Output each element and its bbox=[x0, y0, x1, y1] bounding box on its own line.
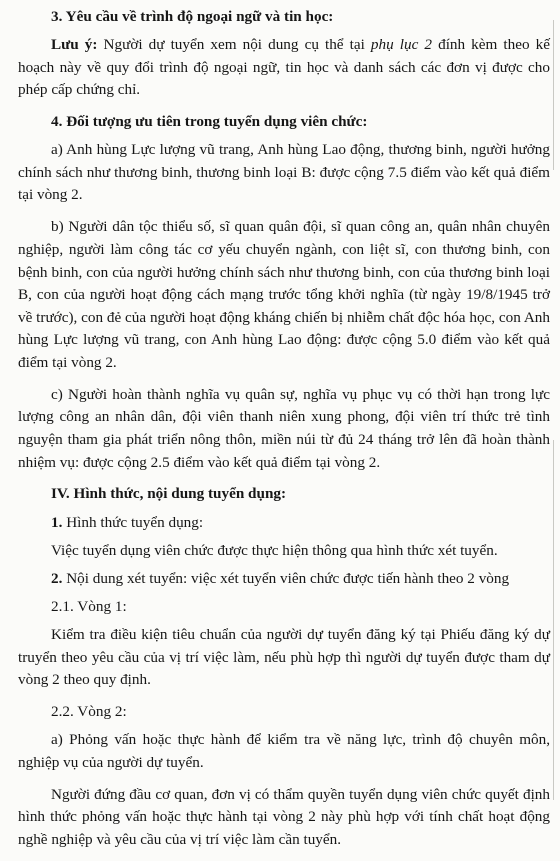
document-page bbox=[18, 6, 550, 861]
round-2-title: 2.2. Vòng 2: bbox=[51, 703, 127, 721]
section-3-heading: 3. Yêu cầu về trình độ ngoại ngữ và tin học: bbox=[51, 8, 334, 25]
note-appendix-ref: phụ lục 2 bbox=[370, 36, 433, 54]
scan-edge-mark-top bbox=[553, 20, 554, 170]
section-IV-heading: IV. Hình thức, nội dung tuyển dụng: bbox=[51, 485, 287, 503]
round-1-title: 2.1. Vòng 1: bbox=[51, 597, 127, 615]
note-label: Lưu ý: bbox=[51, 36, 98, 54]
round-1-body: Kiểm tra điều kiện tiêu chuẩn của người dự tuyển đăng ký tại Phiếu đăng ký dự truyển theo yêu cầu của vị trí việc làm, nếu phù hợp thì người dự tuyển được tham dự vòng 2 theo quy định. bbox=[18, 625, 550, 689]
recruitment-form-heading bbox=[18, 512, 550, 535]
recruitment-content-title: Nội dung xét tuyển: việc xét tuyển viên chức được tiến hành theo 2 vòng bbox=[62, 569, 510, 587]
recruitment-form-title: Hình thức tuyển dụng: bbox=[62, 513, 204, 531]
scan-edge-mark-bottom bbox=[553, 440, 554, 800]
recruitment-form-body: Việc tuyển dụng viên chức được thực hiện thông qua hình thức xét tuyển. bbox=[51, 541, 498, 559]
recruitment-content-heading bbox=[18, 568, 550, 591]
note-text-pre: Người dự tuyển xem nội dung cụ thể tại bbox=[97, 36, 371, 54]
priority-item-b: b) Người dân tộc thiểu số, sĩ quan quân đội, sĩ quan công an, quân nhân chuyên nghiệp, người làm công tác cơ yếu chuyển ngành, con liệt sĩ, con thương binh, con bệnh binh, con của người hưởng chính sách như thương binh, con của thương binh loại B, con của người hoạt động cách mạng trước tổng khởi nghĩa (từ ngày 19/8/1945 trở về trước), con đẻ của người hoạt động kháng chiến bị nhiễm chất độc hóa học, con Anh hùng Lực lượng vũ trang, con Anh hùng Lao động: được cộng 5.0 điểm vào kết quả điểm tại vòng 2. bbox=[18, 218, 550, 371]
section-3-note bbox=[18, 34, 550, 102]
priority-item-a: a) Anh hùng Lực lượng vũ trang, Anh hùng Lao động, thương binh, người hưởng chính sách như thương binh, thương binh loại B: được cộng 7.5 điểm vào kết quả điểm tại vòng 2. bbox=[18, 141, 550, 204]
round-2-body: Người đứng đầu cơ quan, đơn vị có thẩm quyền tuyển dụng viên chức quyết định hình thức phỏng vấn hoặc thực hành tại vòng 2 này phù hợp với tính chất hoạt động nghề nghiệp và yêu cầu của vị trí việc làm cần tuyển. bbox=[18, 785, 550, 848]
recruitment-content-number: 2. bbox=[51, 569, 63, 587]
section-4-heading: 4. Đối tượng ưu tiên trong tuyển dụng viên chức: bbox=[51, 113, 368, 131]
round-2-item-a: a) Phỏng vấn hoặc thực hành để kiểm tra về năng lực, trình độ chuyên môn, nghiệp vụ của người dự tuyển. bbox=[18, 731, 550, 771]
recruitment-form-number: 1. bbox=[51, 513, 63, 531]
priority-item-c: c) Người hoàn thành nghĩa vụ quân sự, nghĩa vụ phục vụ có thời hạn trong lực lượng công an nhân dân, đội viên thanh niên xung phong, đội viên trí thức trẻ tình nguyện tham gia phát triển nông thôn, miền núi từ đủ 24 tháng trở lên đã hoàn thành nhiệm vụ: được cộng 2.5 điểm vào kết quả điểm tại vòng 2. bbox=[18, 385, 550, 471]
note-text-post: đính kèm theo kế hoạch này về quy đổi trình độ ngoại ngữ, tin học và danh sách các đơn vị được cho phép cấp chứng chỉ. bbox=[18, 36, 550, 99]
